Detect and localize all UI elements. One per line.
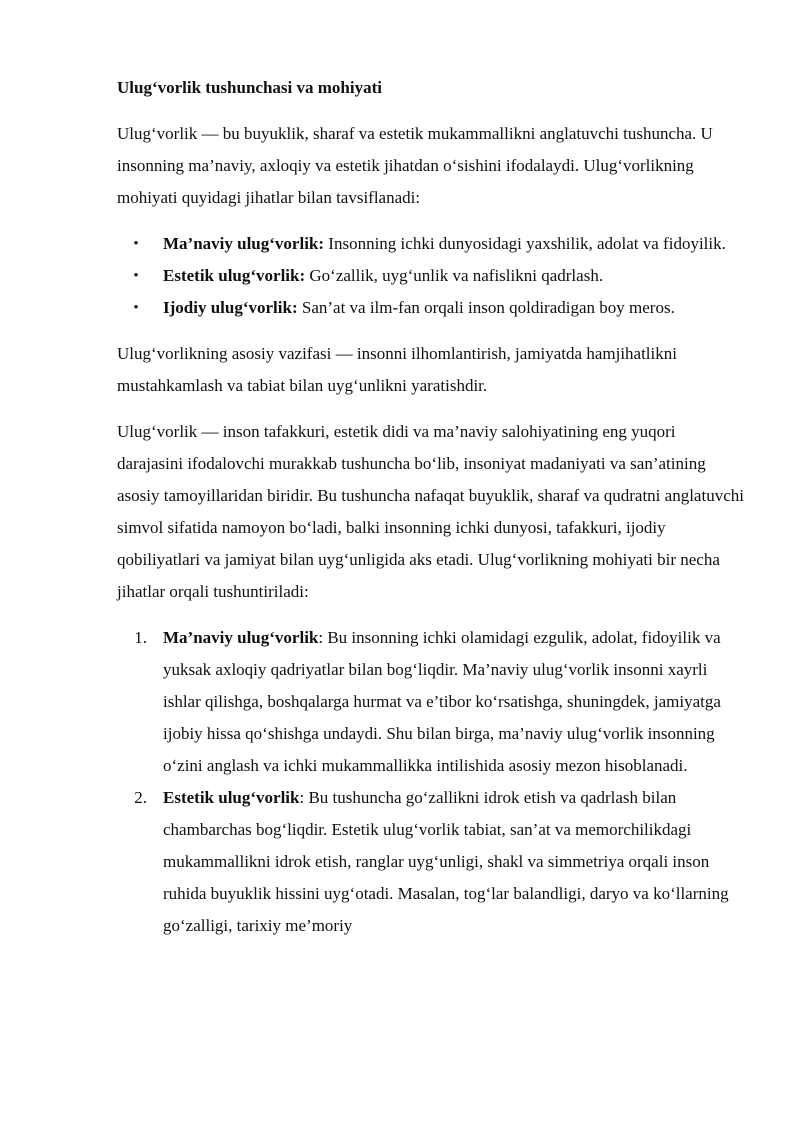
document-title: Ulug‘vorlik tushunchasi va mohiyati — [117, 78, 382, 97]
numbered-text: : Bu insonning ichki olamidagi ezgulik, adolat, fidoyilik va yuksak axloqiy qadriyatlar bilan bog‘liqdir. Ma’naviy ulug‘vorlik insonni xayrli ishlar qilishga, boshqalarga hurmat va e’tibor ko‘rsatishga, shuningdek, jamiyatga ijobiy hissa qo‘shishga undaydi. Shu bilan birga, ma’naviy ulug‘vorlik insonning o‘zini anglash va ichki mukammallikka intilishida asosiy mezon hisoblanadi. — [163, 628, 721, 775]
bullet-marker: • — [133, 236, 139, 252]
bullet-term: Estetik ulug‘vorlik: — [163, 266, 306, 285]
bullet-text: Insonning ichki dunyosidagi yaxshilik, adolat va fidoyilik. — [324, 234, 726, 253]
bullet-item — [117, 260, 745, 292]
bullet-item — [117, 228, 745, 260]
number-marker: 1. — [134, 628, 147, 647]
bullet-list — [117, 228, 745, 324]
number-marker: 2. — [134, 788, 147, 807]
bullet-item — [117, 292, 745, 324]
bullet-marker: • — [133, 300, 139, 316]
bullet-text: San’at va ilm-fan orqali inson qoldiradigan boy meros. — [297, 298, 675, 317]
body-paragraph: Ulug‘vorlik — inson tafakkuri, estetik didi va ma’naviy salohiyatining eng yuqori darajasini ifodalovchi murakkab tushuncha bo‘lib, insoniyat madaniyati va san’atining asosiy tamoyillaridan biridir. Bu tushuncha nafaqat buyuklik, sharaf va qudratni anglatuvchi simvol sifatida namoyon bo‘ladi, balki insonning ichki dunyosi, tafakkuri, ijodiy qobiliyatlari va jamiyat bilan uyg‘unligida aks etadi. Ulug‘vorlikning mohiyati bir necha jihatlar orqali tushuntiriladi: — [117, 422, 744, 601]
bullet-marker: • — [133, 268, 139, 284]
body-paragraph: Ulug‘vorlikning asosiy vazifasi — insonni ilhomlantirish, jamiyatda hamjihatlikni mustahkamlash va tabiat bilan uyg‘unlikni yaratishdir. — [117, 344, 677, 395]
bullet-term: Ma’naviy ulug‘vorlik: — [163, 234, 325, 253]
numbered-text: : Bu tushuncha go‘zallikni idrok etish va qadrlash bilan chambarchas bog‘liqdir. Estetik ulug‘vorlik tabiat, san’at va memorchilikdagi mukammallikni idrok etish, ranglar uyg‘unligi, shakl va simmetriya orqali inson ruhida buyuklik hissini uyg‘otadi. Masalan, tog‘lar balandligi, daryo va ko‘llarning go‘zalligi, tarixiy me’moriy — [163, 788, 729, 935]
numbered-item — [117, 782, 745, 942]
numbered-term: Estetik ulug‘vorlik — [163, 788, 300, 807]
bullet-term: Ijodiy ulug‘vorlik: — [163, 298, 298, 317]
bullet-text: Go‘zallik, uyg‘unlik va nafislikni qadrlash. — [305, 266, 604, 285]
document-page — [117, 72, 745, 956]
numbered-item — [117, 622, 745, 782]
numbered-term: Ma’naviy ulug‘vorlik — [163, 628, 319, 647]
numbered-list — [117, 622, 745, 942]
intro-paragraph: Ulug‘vorlik — bu buyuklik, sharaf va estetik mukammallikni anglatuvchi tushuncha. U insonning ma’naviy, axloqiy va estetik jihatdan o‘sishini ifodalaydi. Ulug‘vorlikning mohiyati quyidagi jihatlar bilan tavsiflanadi: — [117, 124, 713, 207]
